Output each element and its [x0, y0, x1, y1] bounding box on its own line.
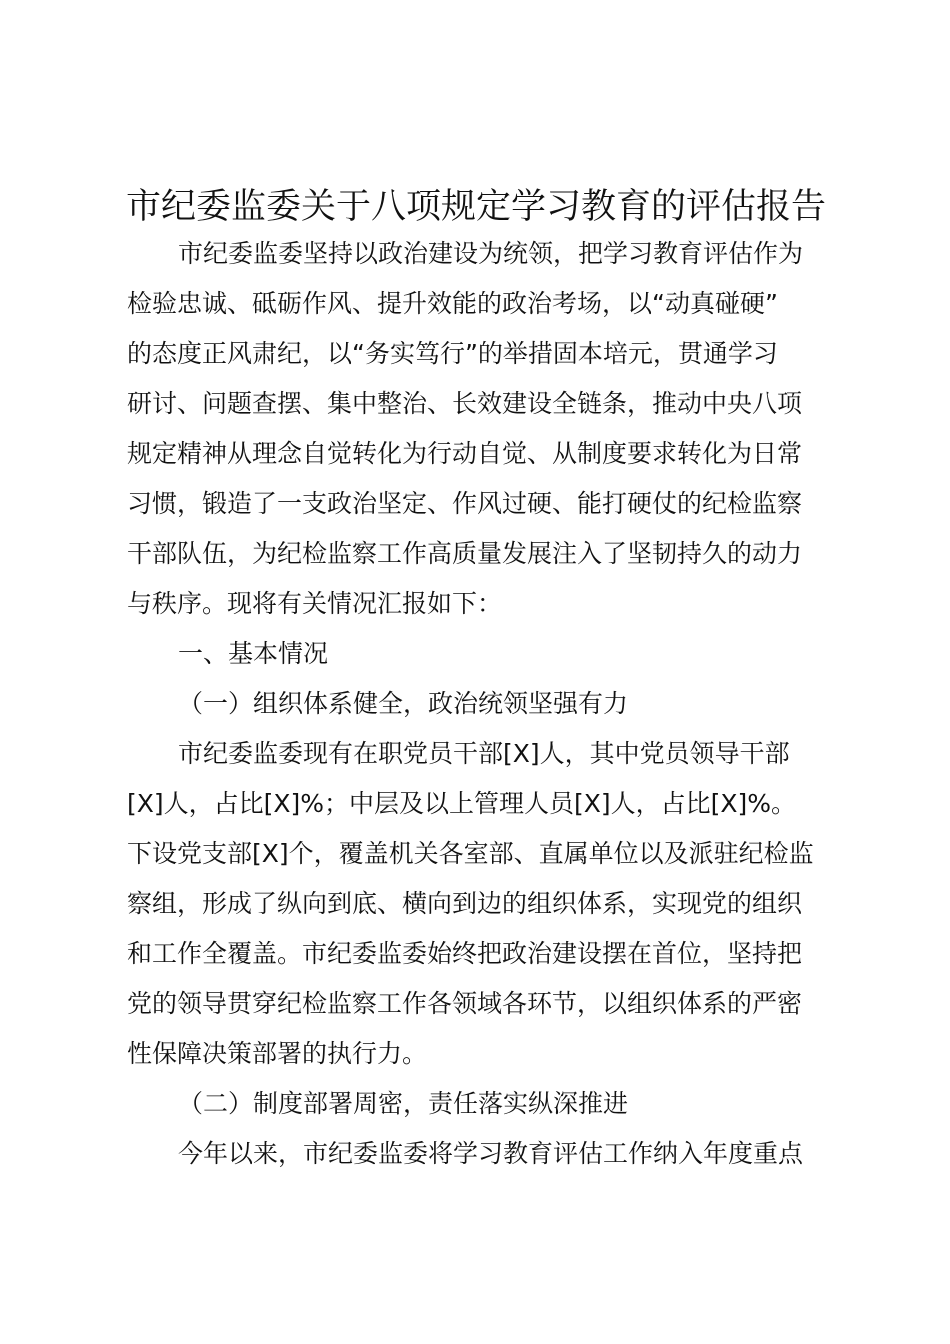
body-line: 习惯，锻造了一支政治坚定、作风过硬、能打硬仗的纪检监察	[127, 489, 803, 518]
body-line: 规定精神从理念自觉转化为行动自觉、从制度要求转化为日常	[127, 439, 803, 468]
body-line: 市纪委监委现有在职党员干部[X]人，其中党员领导干部	[178, 739, 790, 768]
body-line: 的态度正风肃纪，以“务实笃行”的举措固本培元，贯通学习	[127, 339, 778, 368]
body-line: [X]人，占比[X]%；中层及以上管理人员[X]人，占比[X]%。	[127, 789, 797, 818]
body-line: 党的领导贯穿纪检监察工作各领域各环节，以组织体系的严密	[127, 989, 803, 1018]
body-line: 今年以来，市纪委监委将学习教育评估工作纳入年度重点	[178, 1139, 804, 1168]
body-line: 市纪委监委坚持以政治建设为统领，把学习教育评估作为	[178, 239, 804, 268]
body-line: 和工作全覆盖。市纪委监委始终把政治建设摆在首位，坚持把	[127, 939, 803, 968]
body-line: 研讨、问题查摆、集中整治、长效建设全链条，推动中央八项	[127, 389, 803, 418]
subsection-heading: （二）制度部署周密，责任落实纵深推进	[178, 1089, 629, 1118]
section-heading: 一、基本情况	[178, 639, 329, 668]
body-line: 检验忠诚、砥砺作风、提升效能的政治考场，以“动真碰硬”	[127, 289, 778, 318]
body-line: 干部队伍，为纪检监察工作高质量发展注入了坚韧持久的动力	[127, 539, 803, 568]
body-line: 与秩序。现将有关情况汇报如下：	[127, 589, 503, 618]
body-line: 性保障决策部署的执行力。	[127, 1039, 428, 1068]
body-line: 察组，形成了纵向到底、横向到边的组织体系，实现党的组织	[127, 889, 803, 918]
subsection-heading: （一）组织体系健全，政治统领坚强有力	[178, 689, 629, 718]
document-title: 市纪委监委关于八项规定学习教育的评估报告	[126, 187, 827, 227]
body-line: 下设党支部[X]个，覆盖机关各室部、直属单位以及派驻纪检监	[127, 839, 814, 868]
